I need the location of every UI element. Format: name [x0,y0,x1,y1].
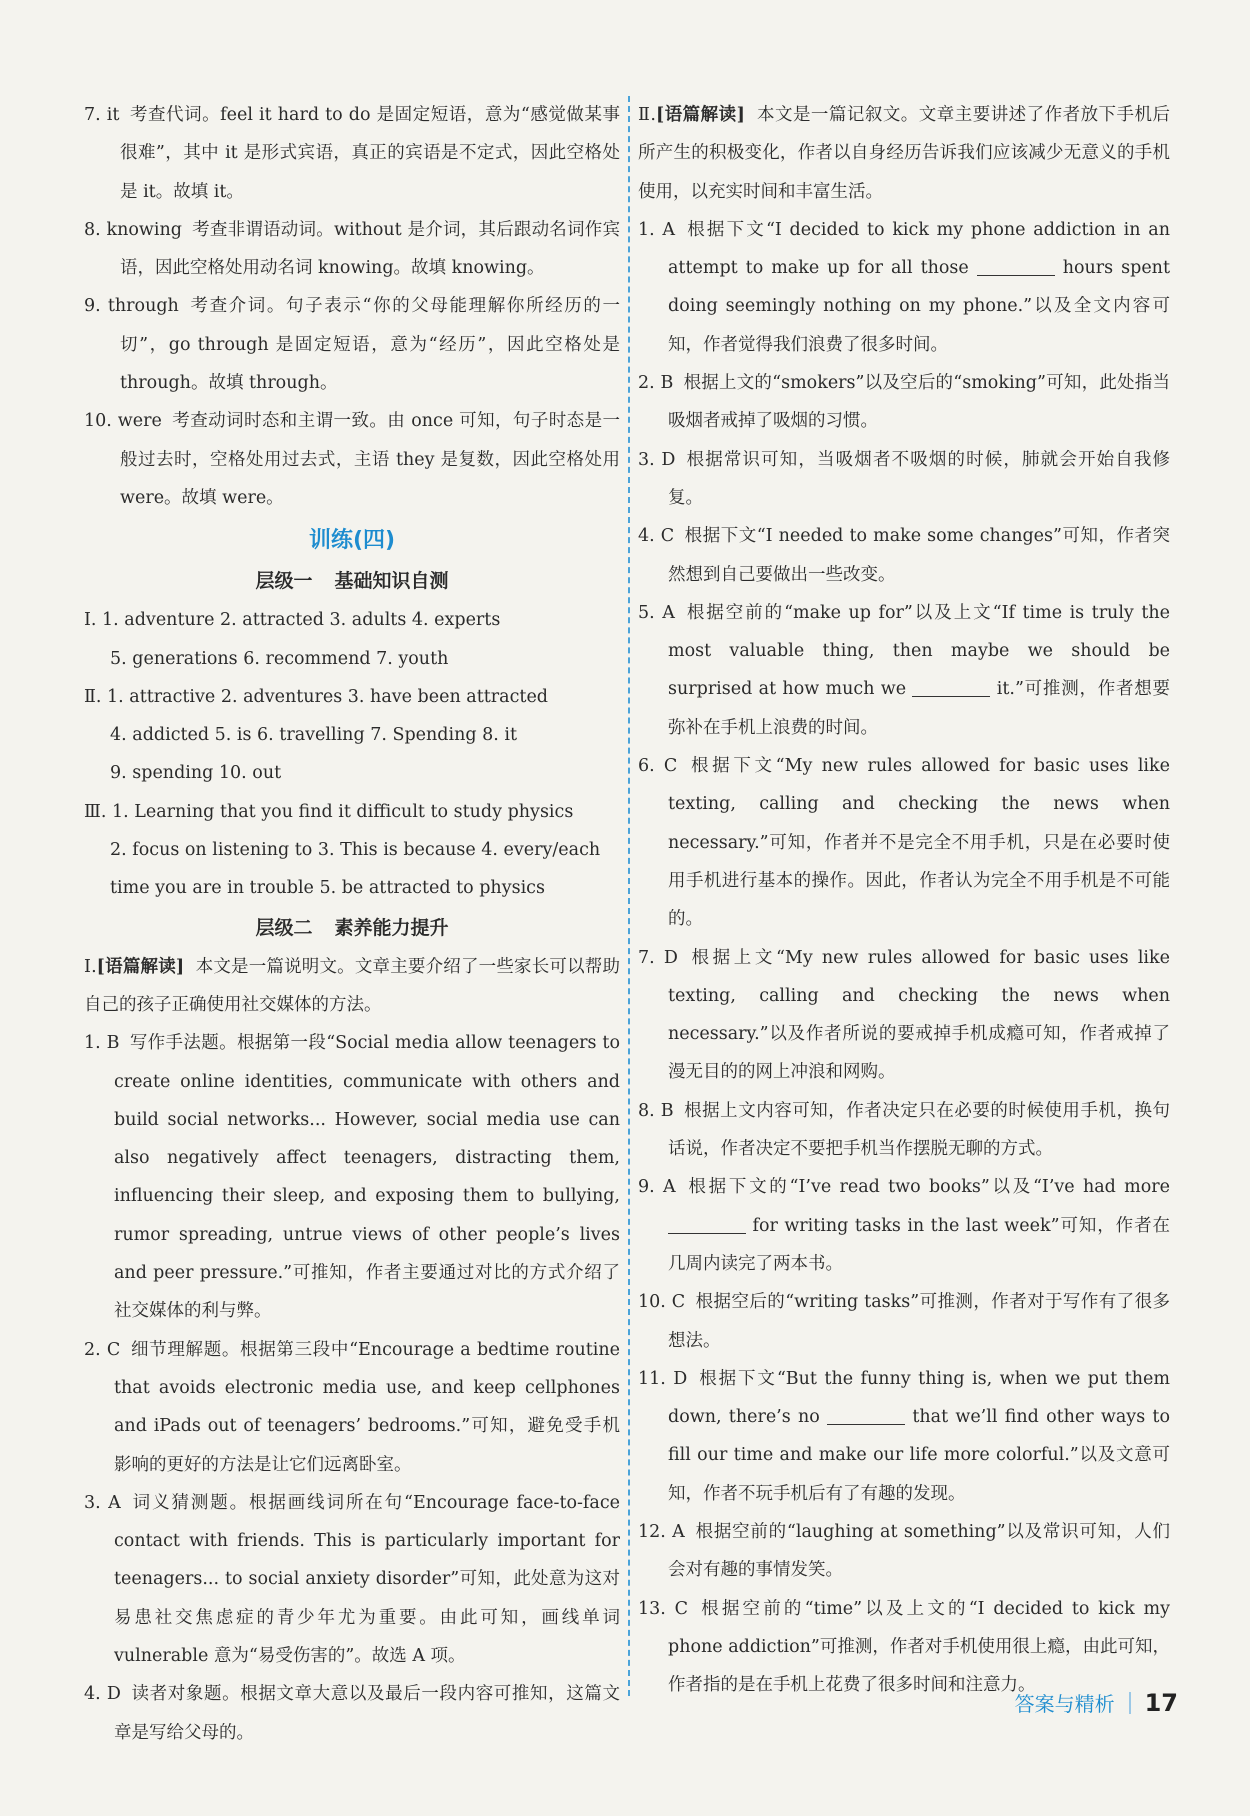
footer-separator [1129,1692,1131,1714]
answer-explanation: 词义猜测题。根据画线词所在句“Encourage face-to-face contact with friends. This is particularly important for teenagers... to social anxiety disorder”可知，此处意为这对易患社交焦虑症的青少年尤为重要。由此可知，画线单词 vulnerable 意为“易受伤害的”。故选 A 项。 [114,1492,620,1666]
passage-1-tag: [语篇解读] [96,956,185,977]
answer-explanation: 根据空前的“make up for”以及上文“If time is truly the most valuable thing, then maybe we should be surprised at how much we [668,602,1170,700]
answer-label: 1. B [84,1033,120,1054]
answer-list-right [638,211,1170,1705]
answer-explanation: 细节理解题。根据第三段中“Encourage a bedtime routine that avoids electronic media use, and keep cellphones and iPads out of teenagers’ bedrooms.”可知，避免受手机影响的更好的方法是让它们远离卧室。 [114,1339,620,1475]
answer-explanation: 根据上文内容可知，作者决定只在必要的时候使用手机，换句话说，作者决定不要把手机当作摆脱无聊的方式。 [668,1100,1171,1160]
answer-explanation-cont: for writing tasks in the last week”可知，作者在几周内读完了两本书。 [668,1215,1170,1274]
level-one-label: 层级一 [255,570,313,593]
answer-explanation-cont: it.”可推测，作者想要弥补在手机上浪费的时间。 [668,679,1170,738]
answer-label: 5. A [638,602,675,623]
answer-explanation: 根据上文“My new rules allowed for basic uses like texting, calling and checking the news when necessary.”以及作者所说的要戒掉手机成瘾可知，作者戒掉了漫无目的的网上冲浪和网购。 [668,947,1170,1083]
section-1-line-2: 5. generations 6. recommend 7. youth [110,648,449,669]
passage-1-text: 本文是一篇说明文。文章主要介绍了一些家长可以帮助自己的孩子正确使用社交媒体的方法。 [84,956,620,1015]
answer-item [84,1484,620,1675]
section-2-line-2: 4. addicted 5. is 6. travelling 7. Spending 8. it [110,725,518,746]
answer-explanation: 写作手法题。根据第一段“Social media allow teenagers to create online identities, communicate with others and build social networks... However, social media use can also negatively affect teenagers, distracting them, influencing their sleep, and exposing them to bullying, rumor spreading, untrue views of other people’s lives and peer pressure.”可推知，作者主要通过对比的方式介绍了社交媒体的利与弊。 [114,1033,620,1322]
passage-1-summary [84,948,620,1025]
level-one-heading [84,561,620,601]
section-1-line-1: Ⅰ. 1. adventure 2. attracted 3. adults 4. experts [84,610,501,631]
level-two-label: 层级二 [255,916,313,939]
answer-explanation: 根据下文“I needed to make some changes”可知，作者突然想到自己要做出一些改变。 [668,526,1171,585]
answer-label: 2. B [638,373,674,394]
answer-item [638,1360,1170,1513]
answer-item [638,211,1170,364]
answer-label: 13. C [638,1598,688,1619]
answer-item [638,441,1170,518]
answer-label: 10. C [638,1292,686,1313]
answer-explanation: 考查动词时态和主谓一致。由 once 可知，句子时态是一般过去时，空格处用过去式，主语 they 是复数，因此空格处用 were。故填 were。 [120,411,620,508]
answer-list-bottom [84,1024,620,1752]
answer-item [84,1675,620,1752]
answer-item [638,364,1170,441]
left-column [84,96,620,1752]
answer-explanation: 根据空后的“writing tasks”可推测，作者对于写作有了很多想法。 [668,1292,1170,1351]
section-2-answers [84,678,620,793]
book-section-name: 答案与精析 [1014,1692,1115,1716]
answer-item [84,211,620,288]
answer-explanation: 根据下文“My new rules allowed for basic uses like texting, calling and checking the news when necessary.”可知，作者并不是完全不用手机，只是在必要时使用手机进行基本的操作。因此，作者认为完全不用手机是不可能的。 [668,756,1170,930]
answer-item [638,1168,1170,1283]
answer-item [84,287,620,402]
answer-explanation: 根据上文的“smokers”以及空后的“smoking”可知，此处指当吸烟者戒掉了吸烟的习惯。 [668,373,1170,432]
fill-blank [977,258,1055,277]
answer-item [638,1092,1170,1169]
section-3-line-2: 2. focus on listening to 3. This is because 4. every/each time you are in trouble 5. be attracted to physics [110,840,601,899]
section-1-answers [84,601,620,678]
answer-label: 4. C [638,526,675,547]
answer-item [84,96,620,211]
answer-label: 1. A [638,219,676,240]
level-one-name: 基础知识自测 [334,570,449,593]
answer-label: 8. B [638,1100,674,1121]
right-column [638,96,1170,1704]
answer-item [638,517,1170,594]
level-two-name: 素养能力提升 [334,916,449,939]
passage-2-summary [638,96,1170,211]
answer-item [638,594,1170,747]
answer-item [638,747,1170,938]
passage-2-text: 本文是一篇记叙文。文章主要讲述了作者放下手机后所产生的积极变化，作者以自身经历告诉我们应该减少无意义的手机使用，以充实时间和丰富生活。 [638,105,1170,202]
answer-explanation: 考查代词。feel it hard to do 是固定短语，意为“感觉做某事很难”，其中 it 是形式宾语，真正的宾语是不定式，因此空格处是 it。故填 it。 [120,105,621,202]
fill-blank [912,679,990,698]
passage-2-tag: [语篇解读] [655,105,745,125]
answer-item [638,1283,1170,1360]
answer-explanation: 根据下文“I decided to kick my phone addiction in an attempt to make up for all those [668,219,1170,279]
answer-label: 10. were [84,411,162,432]
section-2-line-3: 9. spending 10. out [110,763,282,784]
answer-explanation: 根据空前的“laughing at something”以及常识可知，人们会对有趣的事情发笑。 [668,1521,1170,1581]
answer-item [638,1513,1170,1590]
answer-label: 3. D [638,449,676,470]
section-3-line-1: Ⅲ. 1. Learning that you find it difficult to study physics [84,801,574,822]
answer-explanation: 考查介词。句子表示“你的父母能理解你所经历的一切”，go through 是固定短语，意为“经历”，因此空格处是 through。故填 through。 [120,296,620,394]
answer-label: 11. D [638,1368,688,1389]
answer-label: 9. through [84,296,179,317]
page-footer [1015,1688,1178,1717]
level-two-heading [84,908,620,948]
answer-label: 7. D [638,947,678,968]
answer-item [84,1024,620,1330]
answer-explanation-cont: that we’ll find other ways to fill our time and make our life more colorful.”以及文意可知，作者不玩手机后有了有趣的发现。 [668,1407,1170,1504]
answer-item [84,402,620,517]
section-title: 训练(四) [308,528,396,554]
fill-blank [827,1407,905,1426]
answer-label: 8. knowing [84,219,182,240]
answer-explanation-cont: hours spent doing seemingly nothing on my phone.”以及全文内容可知，作者觉得我们浪费了很多时间。 [668,258,1170,355]
answer-explanation: 根据常识可知，当吸烟者不吸烟的时候，肺就会开始自我修复。 [668,449,1171,508]
answer-label: 2. C [84,1339,121,1360]
answer-explanation: 根据空前的“time”以及上文的“I decided to kick my phone addiction”可推测，作者对手机使用很上瘾，由此可知，作者指的是在手机上花费了很多时间和注意力。 [668,1598,1170,1696]
answer-label: 9. A [638,1177,676,1198]
answer-explanation: 根据下文“But the funny thing is, when we put them down, there’s no [668,1368,1170,1428]
fill-blank [668,1215,746,1234]
answer-item [638,939,1170,1092]
answer-label: 12. A [638,1521,685,1542]
answer-label: 4. D [84,1684,121,1705]
answer-explanation: 根据下文的“I’ve read two books”以及“I’ve had more [685,1177,1170,1198]
answer-explanation: 读者对象题。根据文章大意以及最后一段内容可推知，这篇文章是写给父母的。 [114,1684,620,1743]
answer-label: 6. C [638,756,678,777]
answer-label: 3. A [84,1492,121,1513]
answer-list-top [84,96,620,517]
page-number: 17 [1144,1688,1178,1717]
column-divider [628,96,630,1696]
answer-label: 7. it [84,105,120,125]
answer-item [84,1331,620,1484]
passage-1-number: Ⅰ. [84,956,97,977]
section-3-answers [84,793,620,908]
answer-explanation: 考查非谓语动词。without 是介词，其后跟动名词作宾语，因此空格处用动名词 knowing。故填 knowing。 [120,219,620,279]
section-2-line-1: Ⅱ. 1. attractive 2. adventures 3. have been attracted [84,686,548,707]
passage-2-number: Ⅱ. [638,105,656,125]
